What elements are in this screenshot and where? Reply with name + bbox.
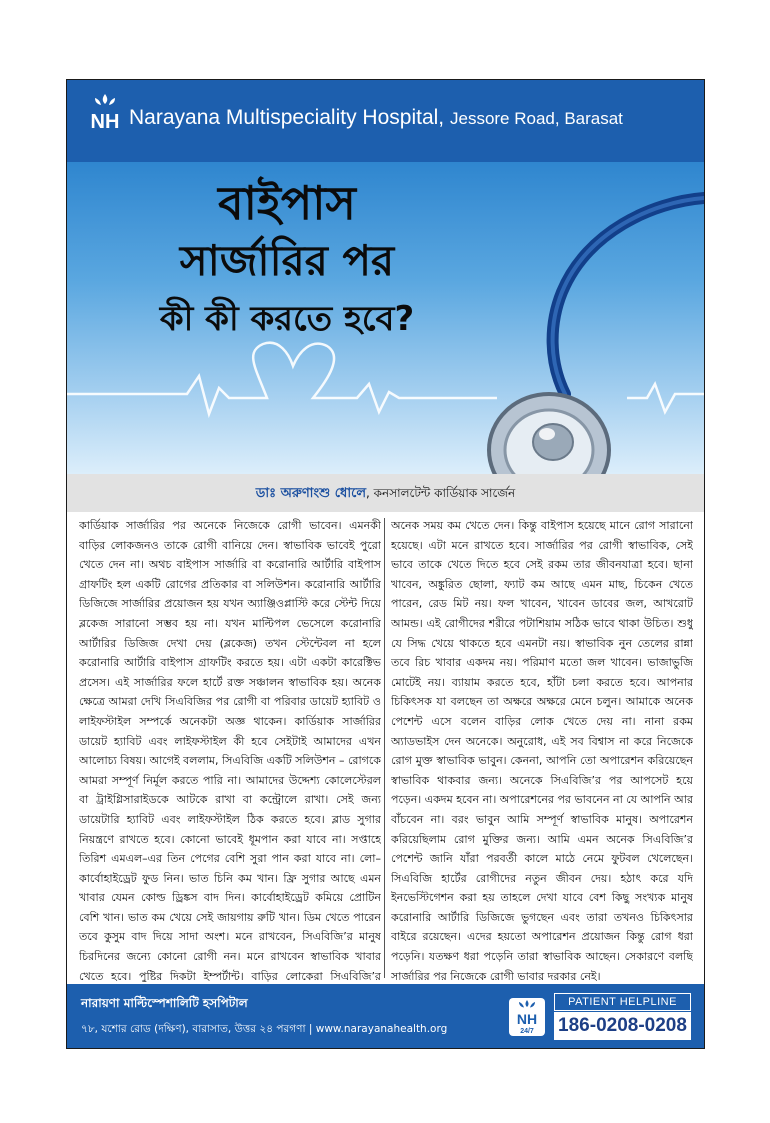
hospital-location: Jessore Road, Barasat	[449, 109, 623, 128]
footer-hospital-name: নারায়ণা মাল্টিস্পেশালিটি হসপিটাল	[81, 996, 248, 1010]
headline	[107, 174, 467, 348]
hero-banner	[67, 162, 704, 474]
hospital-name: Narayana Multispeciality Hospital,	[129, 106, 445, 129]
helpline-label: PATIENT HELPLINE	[554, 993, 691, 1011]
hospital-logo-icon	[87, 92, 123, 132]
article-column-left: কার্ডিয়াক সার্জারির পর অনেকে নিজেকে রোগী ভাবেন। এমনকী বাড়ির লোকজনও তাকে রোগী বানিয়ে দেন। স্বাভাবিক ভাবেই পুরো খেতে দেন না। অথচ বাইপাস সার্জারি বা করোনারি আর্টারি বাইপাস গ্রাফটিং হল একটি রোগের প্রতিকার বা সলিউশন। করোনারি আর্টারি ডিজিজে সার্জারির প্রয়োজন হয় যখন অ্যাঞ্জিওপ্লাস্টি করে স্টেন্ট দিয়ে ব্লকেজ সারানো সম্ভব হয় না। যখন মাল্টিপল ভেসেলে করোনারি আর্টারির ডিজিজ দেখা দেয় (ব্লকেজ) তখন স্টেন্টেবল না হলে করোনারি আর্টারি বাইপাস গ্রাফটিং করতে হয়। এটা একটা কারেক্টিভ প্রসেস। এই সার্জারির ফলে হার্টে রক্ত সঞ্চালন স্বাভাবিক হয়। অনেক ক্ষেত্রে আমরা দেখি সিএবিজির পর রোগী বা পরিবার ডায়েট হ্যাবিট ও লাইফস্টাইল সম্পর্কে অনেকটা অজ্ঞ থাকেন। কার্ডিয়াক সার্জারির ডায়েট হ্যাবিট এবং লাইফস্টাইল কী হবে সেইটাই আমাদের এখন আলোচ্য বিষয়। আগেই বললাম, সিএবিজি একটি সলিউশন – রোগকে আমরা সম্পূর্ণ নির্মূল করতে পারি না। আমাদের উদ্দেশ্য কোলেস্টেরল বা ট্রাইগ্লিসারাইডকে আটকে রাখা বা কন্ট্রোলে রাখা। সেই জন্য ডায়েটারি হ্যাবিট এবং লাইফস্টাইল ঠিক করতে হবে। ব্লাড সুগার নিয়ন্ত্রণে রাখতে হবে। কোনো ভাবেই ধূমপান করা যাবে না। সপ্তাহে তিরিশ এমএল–এর তিন পেগের বেশি সুরা পান করা যাবে না। লো–কার্বোহাইড্রেট ফুড নিন। ভাত চিনি কম খান। ফ্রি সুগার আছে এমন খাবার যেমন কোল্ড ড্রিঙ্কস বাদ দিন। কার্বোহাইড্রেট কমিয়ে প্রোটিন বেশি খান। ভাত কম খেয়ে সেই জায়গায় রুটি খান। ডিম খেতে পারেন তবে কুসুম বাদ দিয়ে সাদা অংশ। মনে রাখবেন, সিএবিজি’র মানুষ চিরদিনের জন্যে কোনো রোগী নন। মনে রাখবেন স্বাভাবিক খাবার খেতে হবে। পুষ্টির দিকটা ইম্পর্টান্ট। বাড়ির লোকেরা সিএবিজি’র	[79, 519, 381, 982]
doctor-designation: , কনসালটেন্ট কার্ডিয়াক সার্জেন	[366, 486, 516, 500]
footer-address: ৭৮, যশোর রোড (দক্ষিণ), বারাসাত, উত্তর ২৪ পরগণা | www.narayanahealth.org	[81, 1023, 448, 1035]
stethoscope-shine	[539, 428, 555, 440]
badge-text: NH	[516, 1011, 538, 1027]
headline-line-1: বাইপাস	[218, 176, 356, 230]
logo-text: NH	[90, 111, 120, 132]
headline-line-2: সার্জারির পর	[179, 236, 395, 285]
stethoscope-tube	[553, 198, 704, 394]
headline-line-3: কী কী করতে হবে?	[159, 299, 415, 339]
article-column-right: অনেক সময় কম খেতে দেন। কিন্তু বাইপাস হয়েছে মানে রোগ সারানো হয়েছে। এটা মনে রাখতে হবে। সার্জারির পর রোগী স্বাভাবিক, সেই ভাবে তাকে খেতে দিতে হবে সেই রকম তার জীবনযাত্রা হবে। ছানা খাবেন, অঙ্কুরিত ছোলা, ফ্যাট কম আছে এমন মাছ, চিকেন খেতে পারেন, রেড মিট নয়। ফল খাবেন, খাবেন ডাবের জল, আখরোট আমন্ড। এই রোগীদের শরীরে পটাশিয়াম সঠিক ভাবে থাকা উচিত। শুধু যে সিদ্ধ খেয়ে থাকতে হবে এমনটা নয়। স্বাভাবিক নুন তেলের রান্না তবে রিচ খাবার একদম নয়। পরিমাণ মতো জল খাবেন। ভাজাভুজি মোটেই নয়। ব্যায়াম করতে হবে, হাঁটা চলা করতে হবে। আপনার চিকিৎসক যা বলছেন তা অক্ষরে অক্ষরে মেনে চলুন। আমাকে অনেক পেশেন্ট এসে বলেন বাড়ির লোক খেতে দেয় না। নানা রকম অ্যাডভাইস দেন অনেকে। অনুরোধ, এই সব বিশ্বাস না করে নিজেকে রোগ মুক্ত স্বাভাবিক ভাবুন। কেননা, আপনি তো অপারেশন করিয়েছেন স্বাভাবিক থাকবার জন্য। অনেকে সিএবিজি’র পর আপসেট হয়ে পড়েন। একদম হবেন না। অপারেশনের পর ভাবনেন না যে আপনি আর বাঁচবেন না। বরং ভাবুন আমি সম্পূর্ণ স্বাভাবিক মানুষ। অপারেশন করিয়েছিলাম রোগ মুক্তির জন্য। আমি এমন অনেক সিএবিজি’র পেশেন্ট জানি যাঁরা পরবর্তী কালে মাঠে নেমে ফুটবল খেলেছেন। সিএবিজি হার্টের রোগীদের নতুন জীবন দেয়। হঠাৎ করে যদি ইনভেস্টিগেশন করা হয় তাহলে দেখা যাবে বেশ কিছু সংখ্যক মানুষ করোনারি আর্টারি ডিজিজে ভুগছেন এবং তারা তখনও চিকিৎসার বাইরে রয়েছেন। এদের হয়তো অপারেশন প্রয়োজন কিন্তু রোগ ধরা পড়েনি। যতক্ষণ ধরা পড়েনি তারা স্বাভাবিক আছেন। সেকারণে বলছি সার্জারির পর নিজেকে রোগী ভাবার দরকার নেই।	[391, 519, 693, 982]
heartbeat-line	[67, 343, 497, 414]
doctor-name: ডাঃ অরুণাংশু ধোলে	[255, 486, 367, 501]
author-byline	[67, 474, 704, 512]
header-banner	[67, 80, 704, 162]
hospital-title	[129, 106, 623, 130]
stethoscope-stem	[533, 424, 573, 460]
helpline-number[interactable]: 186-0208-0208	[554, 1012, 691, 1040]
column-divider	[384, 518, 385, 978]
footer-banner	[67, 984, 704, 1048]
heartbeat-line-right	[627, 384, 704, 412]
advertisement-frame	[66, 79, 705, 1049]
nh-247-badge-icon	[509, 998, 545, 1036]
badge-sub: 24/7	[520, 1028, 534, 1035]
